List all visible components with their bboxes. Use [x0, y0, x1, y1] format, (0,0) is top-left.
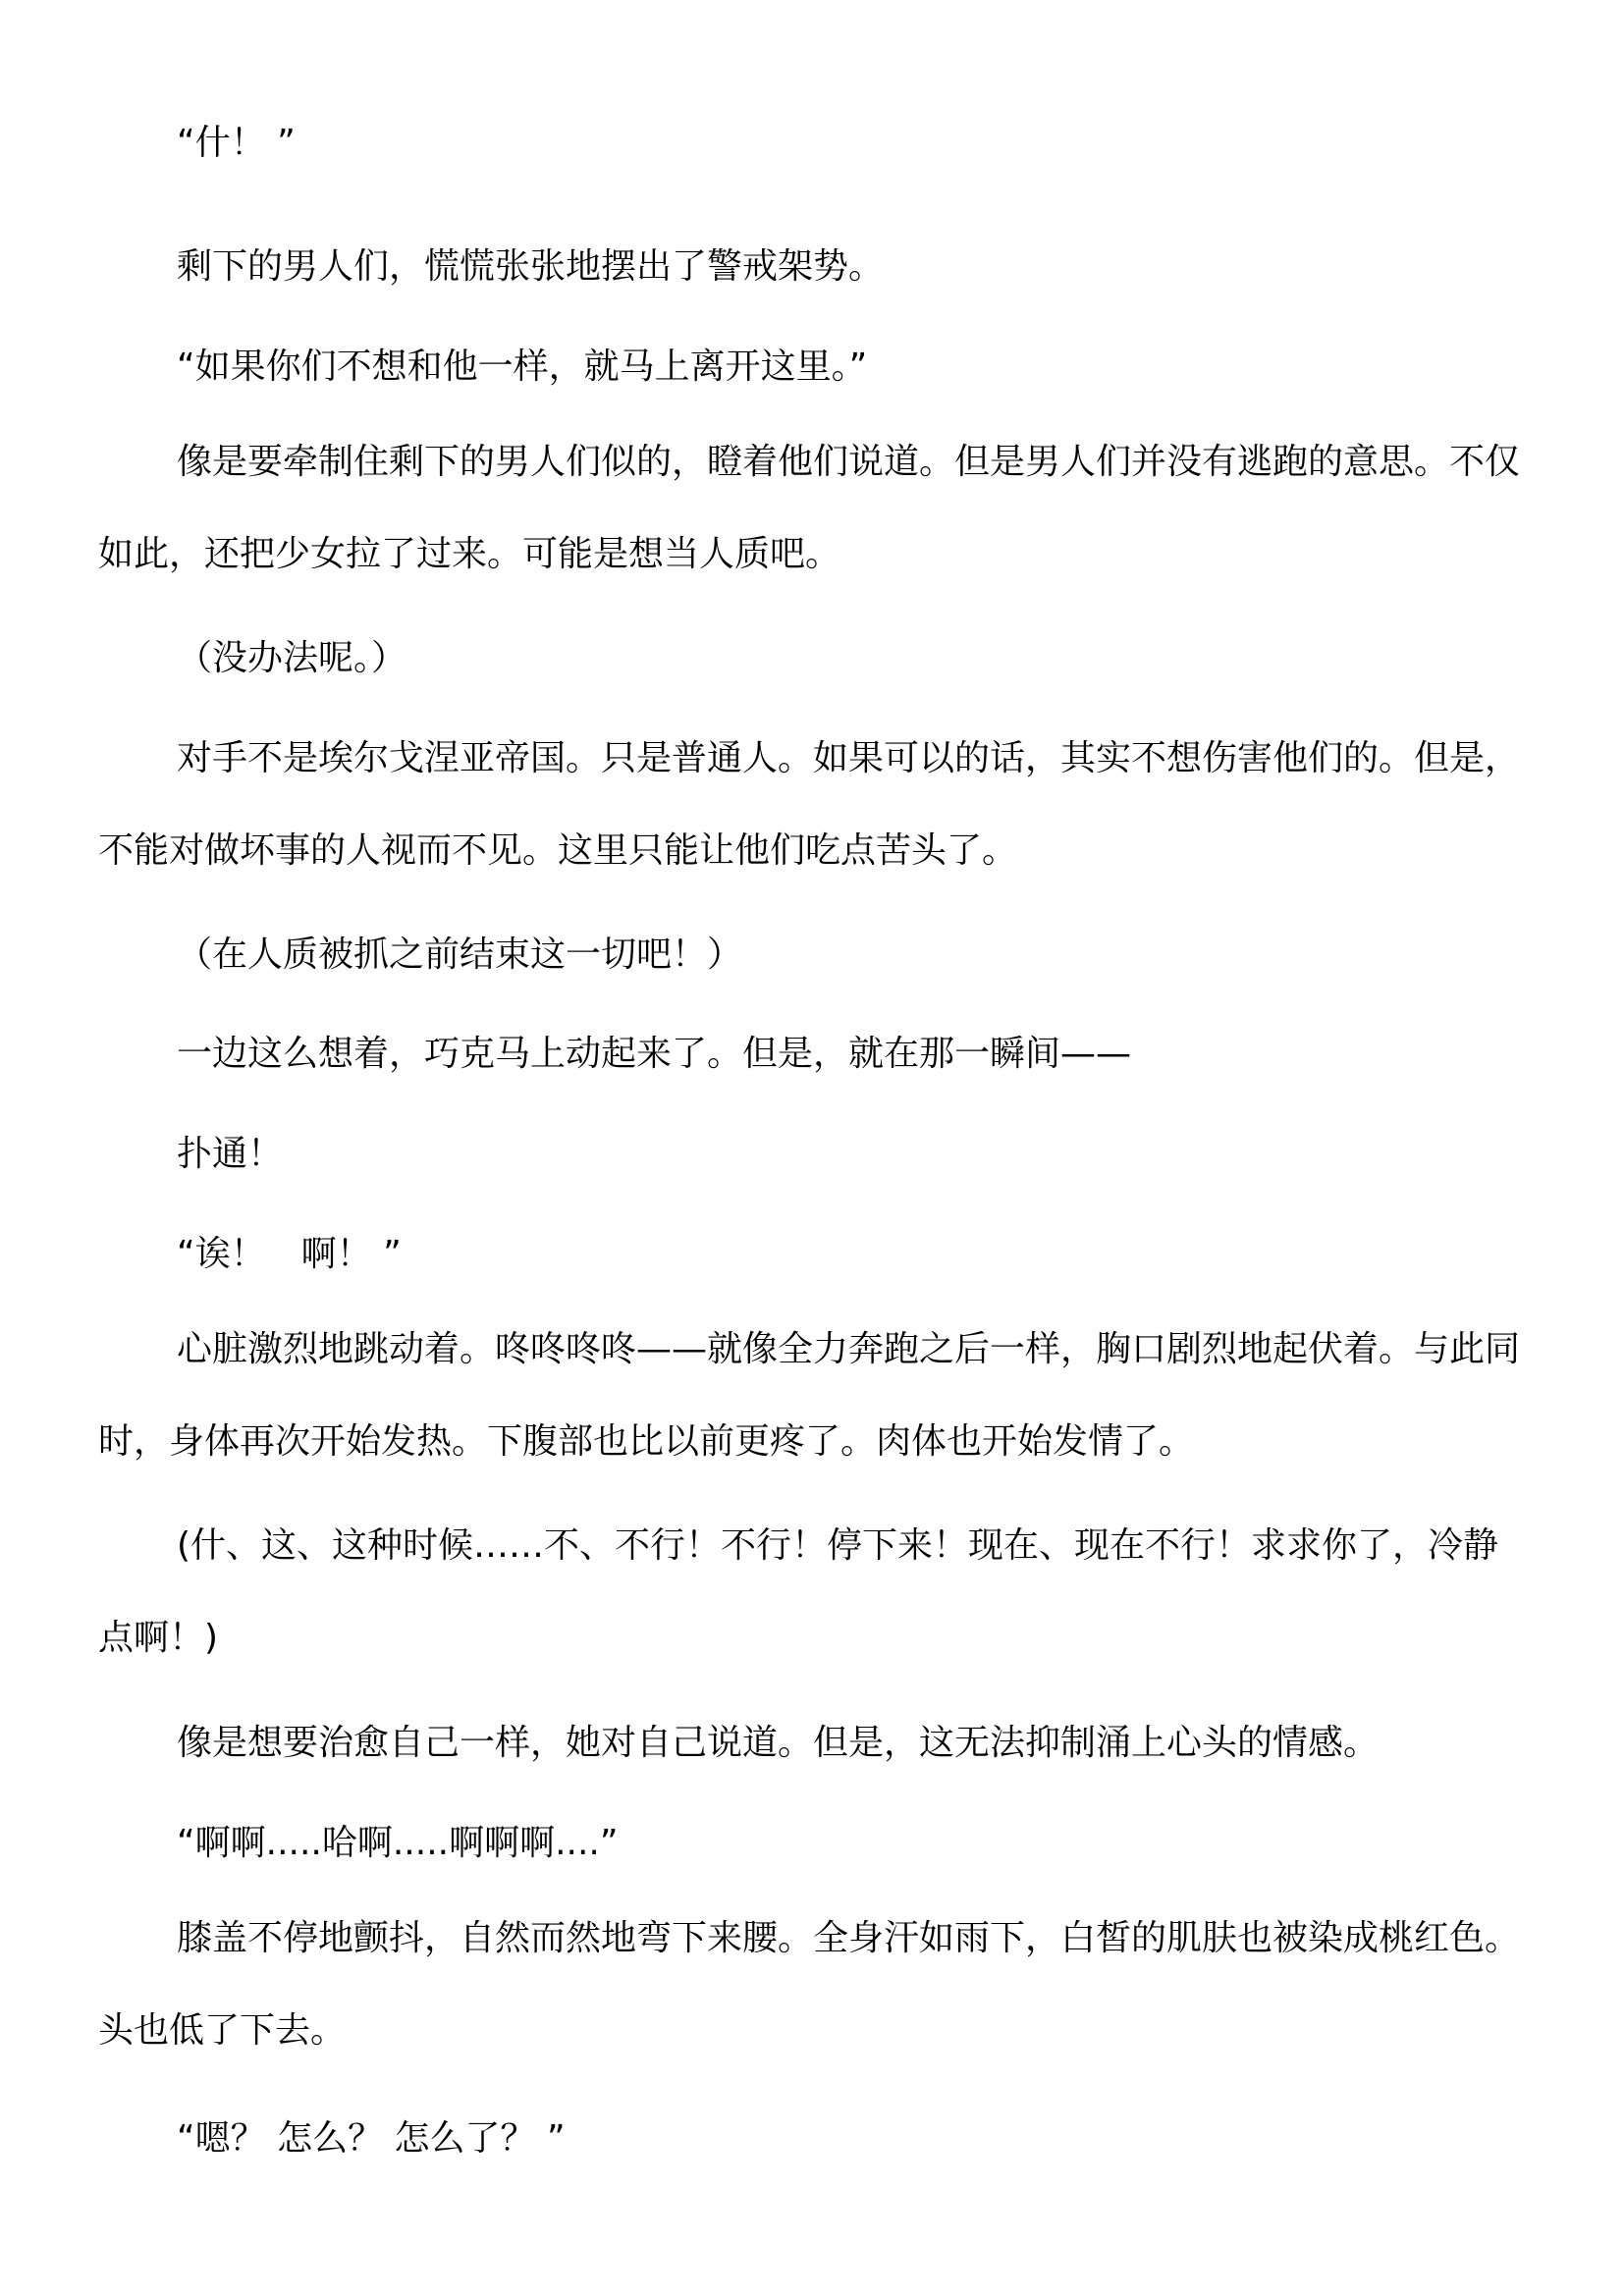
paragraph: (什、这、这种时候……不、不行！不行！停下来！现在、现在不行！求求你了，冷静点啊！)	[98, 1525, 1499, 1658]
paragraph: “什！ ”	[177, 123, 296, 163]
paragraph: “嗯？ 怎么？ 怎么了？ ”	[177, 2118, 566, 2159]
paragraph: 像是要牵制住剩下的男人们似的，瞪着他们说道。但是男人们并没有逃跑的意思。不仅如此，还把少女拉了过来。可能是想当人质吧。	[98, 442, 1521, 574]
paragraph: “如果你们不想和他一样，就马上离开这里。”	[177, 347, 868, 387]
paragraph: 剩下的男人们，慌慌张张地摆出了警戒架势。	[177, 246, 885, 287]
paragraph: “啊啊.....哈啊.....啊啊啊....”	[177, 1823, 619, 1863]
paragraph: 心脏激烈地跳动着。咚咚咚咚——就像全力奔跑之后一样，胸口剧烈地起伏着。与此同时，身体再次开始发热。下腹部也比以前更疼了。肉体也开始发情了。	[98, 1329, 1521, 1462]
paragraph: 对手不是埃尔戈涅亚帝国。只是普通人。如果可以的话，其实不想伤害他们的。但是，不能对做坏事的人视而不见。这里只能让他们吃点苦头了。	[98, 738, 1521, 871]
paragraph: “诶！ 啊！ ”	[177, 1234, 402, 1274]
paragraph: 像是想要治愈自己一样，她对自己说道。但是，这无法抑制涌上心头的情感。	[177, 1723, 1380, 1763]
paragraph: （没办法呢。）	[177, 638, 407, 678]
paragraph: （在人质被抓之前结束这一切吧！）	[177, 934, 743, 975]
paragraph: 一边这么想着，巧克马上动起来了。但是，就在那一瞬间——	[177, 1034, 1132, 1074]
paragraph: 膝盖不停地颤抖，自然而然地弯下来腰。全身汗如雨下，白皙的肌肤也被染成桃红色。头也低了下去。	[98, 1918, 1521, 2051]
paragraph: 扑通！	[177, 1134, 284, 1174]
